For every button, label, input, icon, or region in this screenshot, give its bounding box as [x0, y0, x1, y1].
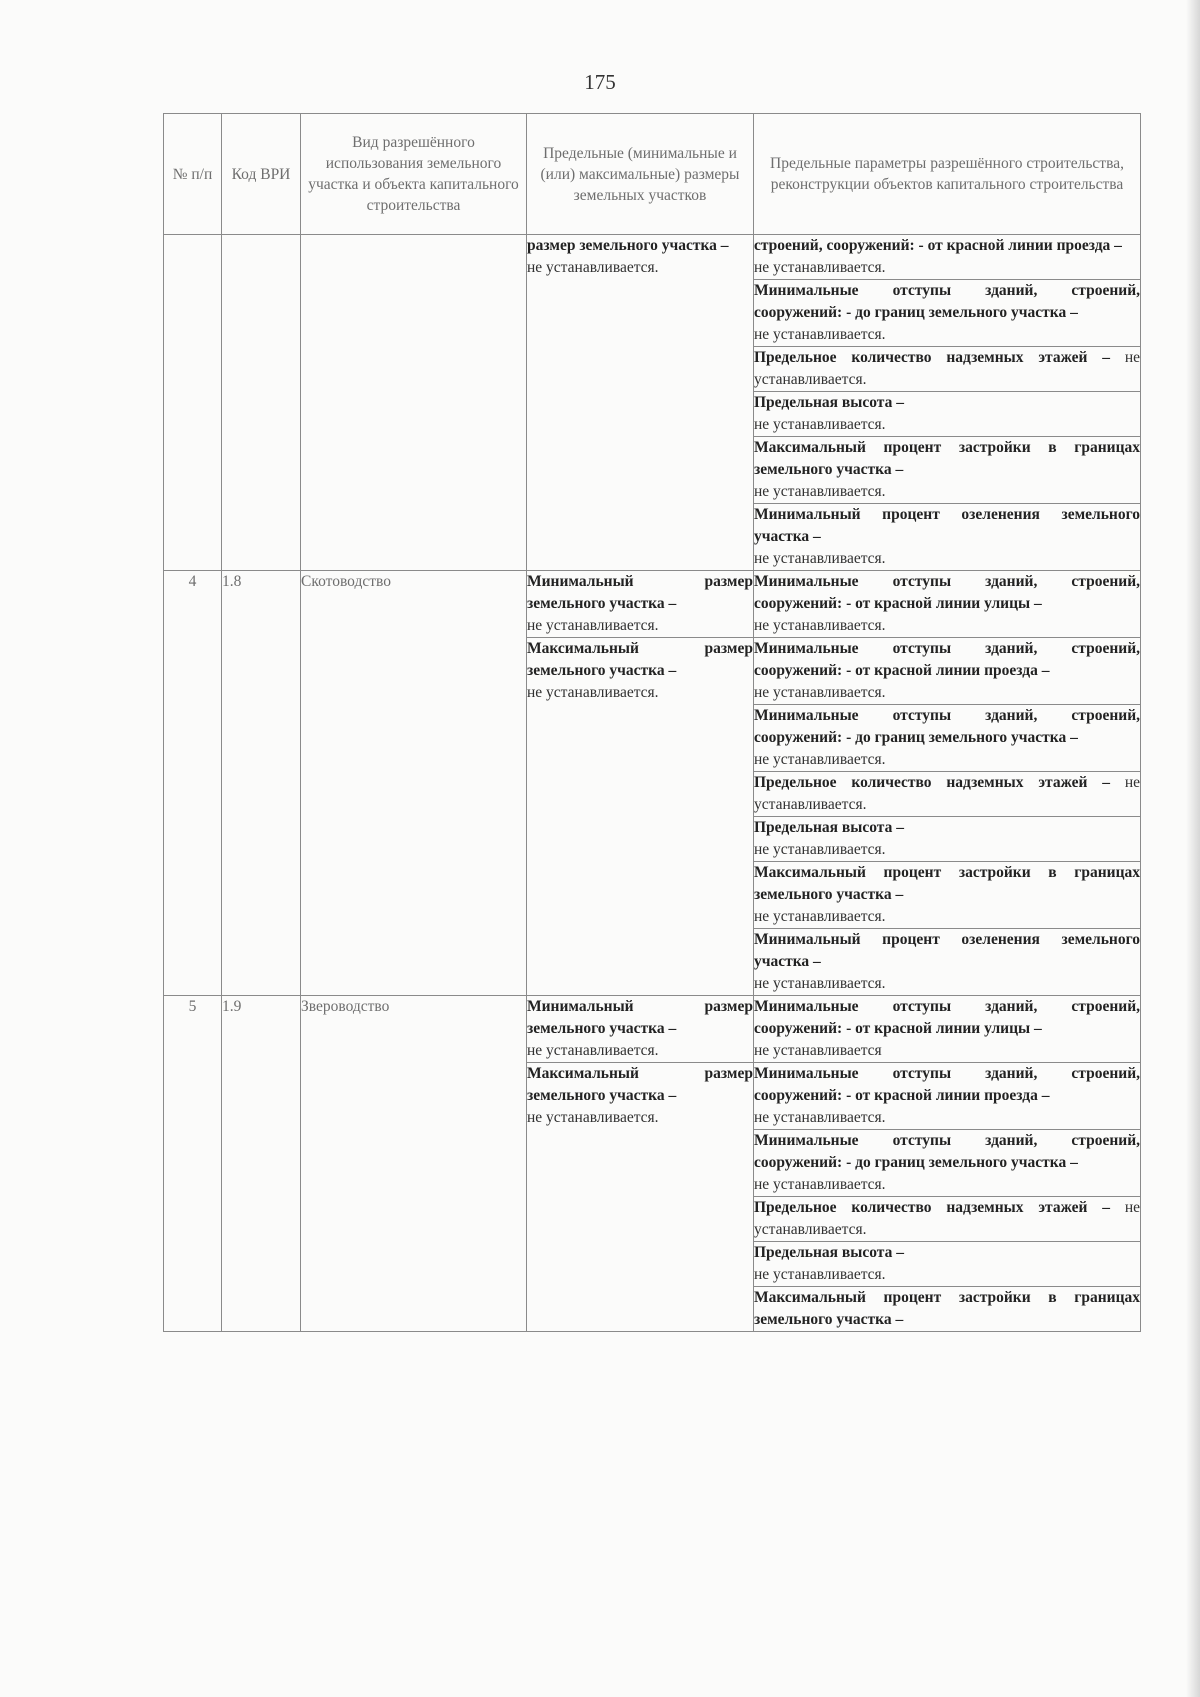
param-title: Минимальные отступы зданий, строений, сооружений: - от красной линии улицы –: [754, 998, 1140, 1037]
row-num: 5: [164, 996, 222, 1332]
param-value: не устанавливается.: [754, 617, 886, 634]
param-title: Минимальный процент озеленения земельного участка –: [754, 931, 1140, 970]
param-title: Предельная высота –: [754, 394, 904, 411]
param-value: не устанавливается.: [754, 751, 886, 768]
param-cell: [754, 996, 1141, 1063]
param-value: не устанавливается: [754, 1042, 882, 1059]
param-cell: [754, 1242, 1141, 1287]
param-title: Максимальный процент застройки в границах земельного участка –: [754, 439, 1140, 478]
limit-cell: [527, 638, 754, 996]
limit-value: не устанавливается.: [527, 259, 659, 276]
param-value: не устанавливается.: [754, 326, 886, 343]
row-code: 1.9: [222, 996, 301, 1332]
header-limits: Предельные (минимальные и (или) максимальные) размеры земельных участков: [527, 114, 754, 235]
row-use-name: Звероводство: [301, 996, 527, 1332]
param-value: не устанавливается.: [754, 1266, 886, 1283]
param-cell: [754, 638, 1141, 705]
limit-title: размер земельного участка –: [527, 237, 729, 254]
param-value: не устанавливается.: [754, 259, 886, 276]
param-title: Минимальные отступы зданий, строений, сооружений: - от красной линии проезда –: [754, 1065, 1140, 1104]
header-code: Код ВРИ: [222, 114, 301, 235]
limit-cell: [527, 571, 754, 638]
param-title: строений, сооружений: - от красной линии проезда –: [754, 237, 1122, 254]
cont-use-cell: [301, 235, 527, 571]
param-title: Минимальные отступы зданий, строений, сооружений: - до границ земельного участка –: [754, 1132, 1140, 1171]
limit-title: Максимальный размер земельного участка –: [527, 1065, 753, 1104]
param-value: не устанавливается.: [754, 483, 886, 500]
cont-num-cell: [164, 235, 222, 571]
limit-value: не устанавливается.: [527, 684, 659, 701]
param-cell: [754, 235, 1141, 280]
param-title: Минимальные отступы зданий, строений, сооружений: - до границ земельного участка –: [754, 282, 1140, 321]
scan-edge-shadow: [1186, 0, 1200, 1697]
param-title: Минимальные отступы зданий, строений, сооружений: - от красной линии проезда –: [754, 640, 1140, 679]
param-cell: [754, 929, 1141, 996]
param-cell: [754, 772, 1141, 817]
row-num: 4: [164, 571, 222, 996]
limit-cell: [527, 996, 754, 1063]
table-row: [164, 235, 1141, 280]
param-value: не устанавливается.: [754, 349, 1140, 388]
param-cell: [754, 1063, 1141, 1130]
param-title: Предельное количество надземных этажей –: [754, 774, 1110, 791]
param-cell: [754, 347, 1141, 392]
param-value: не устанавливается.: [754, 684, 886, 701]
param-cell: [754, 705, 1141, 772]
param-value: не устанавливается.: [754, 908, 886, 925]
row-use-name: Скотоводство: [301, 571, 527, 996]
limit-cell: [527, 1063, 754, 1332]
land-use-parameters-table: [163, 113, 1141, 1332]
param-title: Предельное количество надземных этажей –: [754, 1199, 1110, 1216]
param-cell: [754, 504, 1141, 571]
header-params: Предельные параметры разрешённого строительства, реконструкции объектов капитального строительства: [754, 114, 1141, 235]
param-title: Минимальные отступы зданий, строений, сооружений: - от красной линии улицы –: [754, 573, 1140, 612]
param-cell: [754, 280, 1141, 347]
cont-limit-cell: [527, 235, 754, 571]
limit-title: Максимальный размер земельного участка –: [527, 640, 753, 679]
param-value: не устанавливается.: [754, 774, 1140, 813]
param-title: Минимальный процент озеленения земельного участка –: [754, 506, 1140, 545]
table-row: [164, 996, 1141, 1063]
param-title: Минимальные отступы зданий, строений, сооружений: - до границ земельного участка –: [754, 707, 1140, 746]
cont-code-cell: [222, 235, 301, 571]
param-value: не устанавливается.: [754, 1176, 886, 1193]
row-code: 1.8: [222, 571, 301, 996]
param-value: не устанавливается.: [754, 550, 886, 567]
limit-title: Минимальный размер земельного участка –: [527, 998, 753, 1037]
param-cell: [754, 437, 1141, 504]
param-cell: [754, 1197, 1141, 1242]
table-row: [164, 571, 1141, 638]
limit-value: не устанавливается.: [527, 617, 659, 634]
param-value: не устанавливается.: [754, 416, 886, 433]
param-cell: [754, 1130, 1141, 1197]
page-number: 175: [584, 70, 616, 94]
param-title: Максимальный процент застройки в границах земельного участка –: [754, 1289, 1140, 1328]
param-cell: [754, 392, 1141, 437]
limit-title: Минимальный размер земельного участка –: [527, 573, 753, 612]
param-title: Максимальный процент застройки в границах земельного участка –: [754, 864, 1140, 903]
param-cell: [754, 571, 1141, 638]
table-header-row: [164, 114, 1141, 235]
param-cell: [754, 1287, 1141, 1332]
param-value: не устанавливается.: [754, 1109, 886, 1126]
param-title: Предельная высота –: [754, 1244, 904, 1261]
param-value: не устанавливается.: [754, 975, 886, 992]
param-title: Предельное количество надземных этажей –: [754, 349, 1110, 366]
param-value: не устанавливается.: [754, 1199, 1140, 1238]
limit-value: не устанавливается.: [527, 1042, 659, 1059]
param-cell: [754, 862, 1141, 929]
header-num: № п/п: [164, 114, 222, 235]
limit-value: не устанавливается.: [527, 1109, 659, 1126]
header-use: Вид разрешённого использования земельного участка и объекта капитального строительства: [301, 114, 527, 235]
param-title: Предельная высота –: [754, 819, 904, 836]
param-cell: [754, 817, 1141, 862]
param-value: не устанавливается.: [754, 841, 886, 858]
